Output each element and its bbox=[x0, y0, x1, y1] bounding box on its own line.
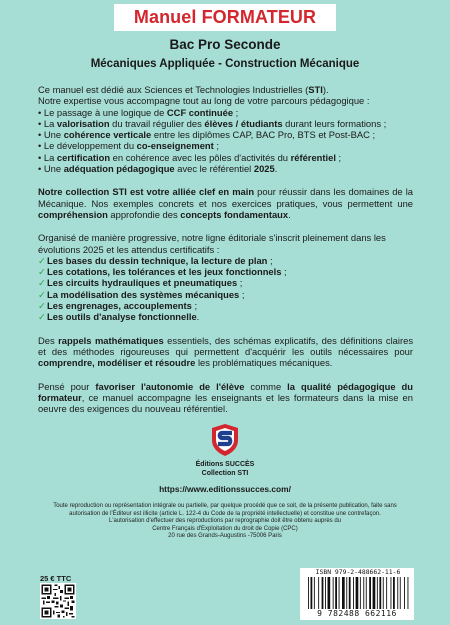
barcode-bar bbox=[383, 577, 384, 609]
rappels-paragraph: Des rappels mathématiques essentiels, des schémas explicatifs, des définitions claires et des méthodes rigoureuses qui permettent d'acquérir les outils nécessaires pour comprendre, modéliser et résoudre les problématiques mécaniques. bbox=[38, 334, 414, 369]
barcode-bar bbox=[335, 577, 337, 609]
list-item: • La certification en cohérence avec les pôles d'activités du référentiel ; bbox=[38, 151, 342, 163]
barcode-bar bbox=[318, 577, 319, 609]
list-item: • Le passage à une logique de CCF continuée ; bbox=[38, 106, 239, 118]
topics-list bbox=[38, 255, 413, 323]
publisher-name: Éditions SUCCÈS Collection STI bbox=[195, 461, 255, 477]
organisation-line: Organisé de manière progressive, notre ligne éditoriale s'inscrit pleinement dans les bbox=[38, 232, 386, 244]
description-body bbox=[38, 84, 413, 414]
list-item: • Le développement du co-enseignement ; bbox=[38, 140, 219, 152]
level-subtitle: Bac Pro Seconde bbox=[169, 37, 281, 52]
legal-notice: Toute reproduction ou représentation intégrale ou partielle, par quelque procédé que ce soit, de la présente publication, faite sans autorisation de l'Éditeur est illicite (article L. 122-4 du Code de la propriété intellectuelle) et constitue une contrefaçon. L'autorisation d'effectuer des reproductions par reprographie doit être obtenu auprès du Centre Français d'Exploitation du droit de Copie (CPC) 20 rue des Grands-Augustins -75006 Paris bbox=[53, 503, 397, 539]
barcode-bar bbox=[366, 577, 367, 609]
barcode-bar bbox=[328, 577, 331, 609]
list-item: • La valorisation du travail régulier des élèves / étudiants durant leurs formations ; bbox=[38, 117, 387, 129]
ean-number: 9 782488 662116 bbox=[317, 609, 397, 618]
intro-line: Notre expertise vous accompagne tout au long de votre parcours pédagogique : bbox=[38, 95, 370, 107]
publisher-website-link[interactable]: https://www.editionssucces.com/ bbox=[159, 484, 291, 494]
barcode-bar bbox=[349, 577, 351, 609]
barcode-bar bbox=[369, 577, 371, 609]
barcode-bar bbox=[404, 577, 405, 609]
price-label: 25 € TTC bbox=[40, 574, 72, 583]
barcode-icon bbox=[304, 577, 414, 609]
barcode-bar bbox=[397, 577, 398, 609]
list-item: • Une cohérence verticale entre les diplômes CAP, BAC Pro, BTS et Post-BAC ; bbox=[38, 129, 376, 141]
check-icon: ✓ bbox=[38, 277, 46, 289]
barcode-bar bbox=[325, 577, 326, 609]
barcode-bar bbox=[363, 577, 364, 609]
barcode-bar bbox=[393, 577, 395, 609]
barcode-bar bbox=[342, 577, 345, 609]
list-item: ✓Les cotations, les tolérances et les jeux fonctionnels ; bbox=[38, 266, 287, 278]
check-icon: ✓ bbox=[38, 266, 46, 278]
barcode-bar bbox=[339, 577, 340, 609]
list-item: ✓Les circuits hydrauliques et pneumatiques ; bbox=[38, 277, 243, 289]
barcode-bar bbox=[386, 577, 387, 609]
barcode-bar bbox=[400, 577, 401, 609]
barcode-bar bbox=[379, 577, 381, 609]
barcode-bar bbox=[346, 577, 347, 609]
check-icon: ✓ bbox=[38, 311, 46, 323]
list-item: ✓Les bases du dessin technique, la lecture de plan ; bbox=[38, 254, 273, 266]
title-banner bbox=[114, 4, 336, 31]
barcode-bar bbox=[356, 577, 359, 609]
organisation-line: évolutions 2025 et les attendus certificatifs : bbox=[38, 243, 220, 255]
check-icon: ✓ bbox=[38, 254, 46, 266]
list-item: ✓La modélisation des systèmes mécaniques ; bbox=[38, 288, 245, 300]
barcode-bar bbox=[333, 577, 334, 609]
bullet-list bbox=[38, 107, 413, 175]
subject-subtitle: Mécaniques Appliquée - Construction Mécanique bbox=[90, 58, 360, 70]
barcode-bar bbox=[314, 577, 315, 609]
isbn-label: ISBN 979-2-488662-11-6 bbox=[315, 568, 401, 576]
barcode-bar bbox=[322, 577, 324, 609]
list-item: ✓Les outils d'analyse fonctionnelle. bbox=[38, 311, 200, 323]
intro-line: Ce manuel est dédié aux Sciences et Technologies Industrielles (STI). bbox=[38, 84, 329, 95]
barcode-bar bbox=[377, 577, 378, 609]
qr-code-icon bbox=[40, 583, 76, 619]
check-icon: ✓ bbox=[38, 288, 46, 300]
barcode-bar bbox=[391, 577, 392, 609]
barcode-bar bbox=[311, 577, 313, 609]
barcode-bar bbox=[408, 577, 409, 609]
collection-paragraph: Notre collection STI est votre alliée clef en main pour réussir dans les domaines de la Mécanique. Nos exemples concrets et nos exercices pratiques, vous permettent une compréhension approfondie des concepts fondamentaux. bbox=[38, 186, 413, 220]
barcode-bar bbox=[353, 577, 354, 609]
publisher-logo bbox=[210, 423, 240, 457]
check-icon: ✓ bbox=[38, 300, 46, 312]
list-item: ✓Les engrenages, accouplements ; bbox=[38, 300, 198, 312]
list-item: • Une adéquation pédagogique avec le référentiel 2025. bbox=[38, 163, 278, 175]
barcode-bar bbox=[308, 577, 309, 609]
autonomie-paragraph: Pensé pour favoriser l'autonomie de l'élève comme la qualité pédagogique du formateur, ce manuel accompagne les enseignants et les formateurs dans la mise en oeuvre des exigences du nouveau référentiel. bbox=[38, 380, 413, 415]
barcode-bar bbox=[373, 577, 376, 609]
page-title: Manuel FORMATEUR bbox=[133, 7, 317, 27]
barcode-bar bbox=[360, 577, 361, 609]
